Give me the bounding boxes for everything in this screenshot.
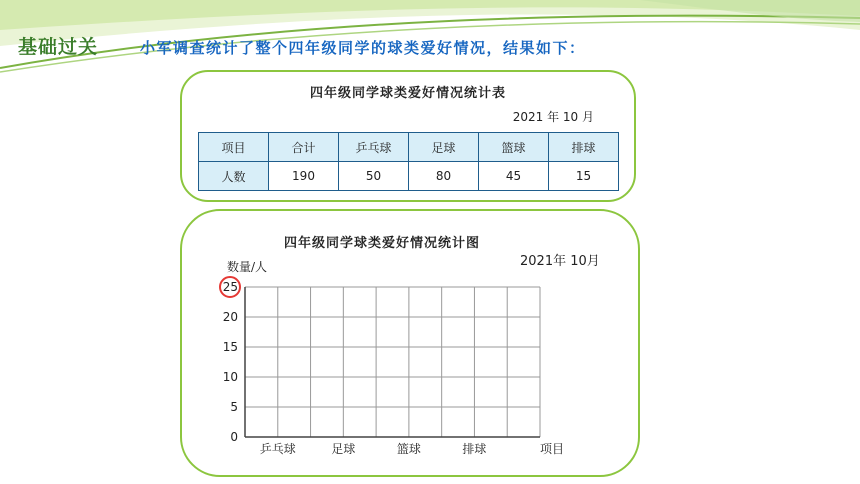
table-cell: 15 (549, 162, 619, 191)
table-cell: 45 (479, 162, 549, 191)
x-tick-label: 足球 (331, 442, 356, 456)
section-tag: 基础过关 (18, 36, 99, 58)
table-row (199, 162, 619, 191)
statistics-table (198, 132, 619, 191)
y-tick-label: 0 (230, 430, 238, 444)
table-cell: 190 (269, 162, 339, 191)
y-tick-label: 20 (222, 310, 238, 324)
chart-panel (180, 209, 640, 477)
table-date: 2021 年 10 月 (512, 110, 594, 124)
table-header-cell: 足球 (409, 133, 479, 162)
table-header-cell: 乒乓球 (339, 133, 409, 162)
y-tick-label: 10 (222, 370, 238, 384)
table-title: 四年级同学球类爱好情况统计表 (309, 86, 506, 101)
table-header-cell: 排球 (549, 133, 619, 162)
table-header-cell: 篮球 (479, 133, 549, 162)
x-axis-label: 项目 (539, 442, 565, 456)
y-tick-label: 15 (222, 340, 238, 354)
x-tick-label: 乒乓球 (259, 442, 296, 456)
y-axis-label: 数量/人 (227, 260, 268, 274)
table-panel (180, 70, 636, 202)
table-header-row (199, 133, 619, 162)
table-header-cell: 合计 (269, 133, 339, 162)
y-tick-label: 25 (222, 280, 238, 294)
table-header-cell: 项目 (199, 133, 269, 162)
x-tick-label: 排球 (462, 442, 487, 456)
problem-intro: 小军调查统计了整个四年级同学的球类爱好情况，结果如下： (140, 39, 586, 57)
table-row-label: 人数 (199, 162, 269, 191)
bar-chart-grid (182, 211, 642, 479)
table-cell: 50 (339, 162, 409, 191)
x-tick-label: 篮球 (396, 442, 421, 456)
y-tick-label: 5 (230, 400, 238, 414)
chart-title: 四年级同学球类爱好情况统计图 (284, 236, 481, 251)
table-cell: 80 (409, 162, 479, 191)
chart-date: 2021年 10月 (520, 254, 600, 269)
